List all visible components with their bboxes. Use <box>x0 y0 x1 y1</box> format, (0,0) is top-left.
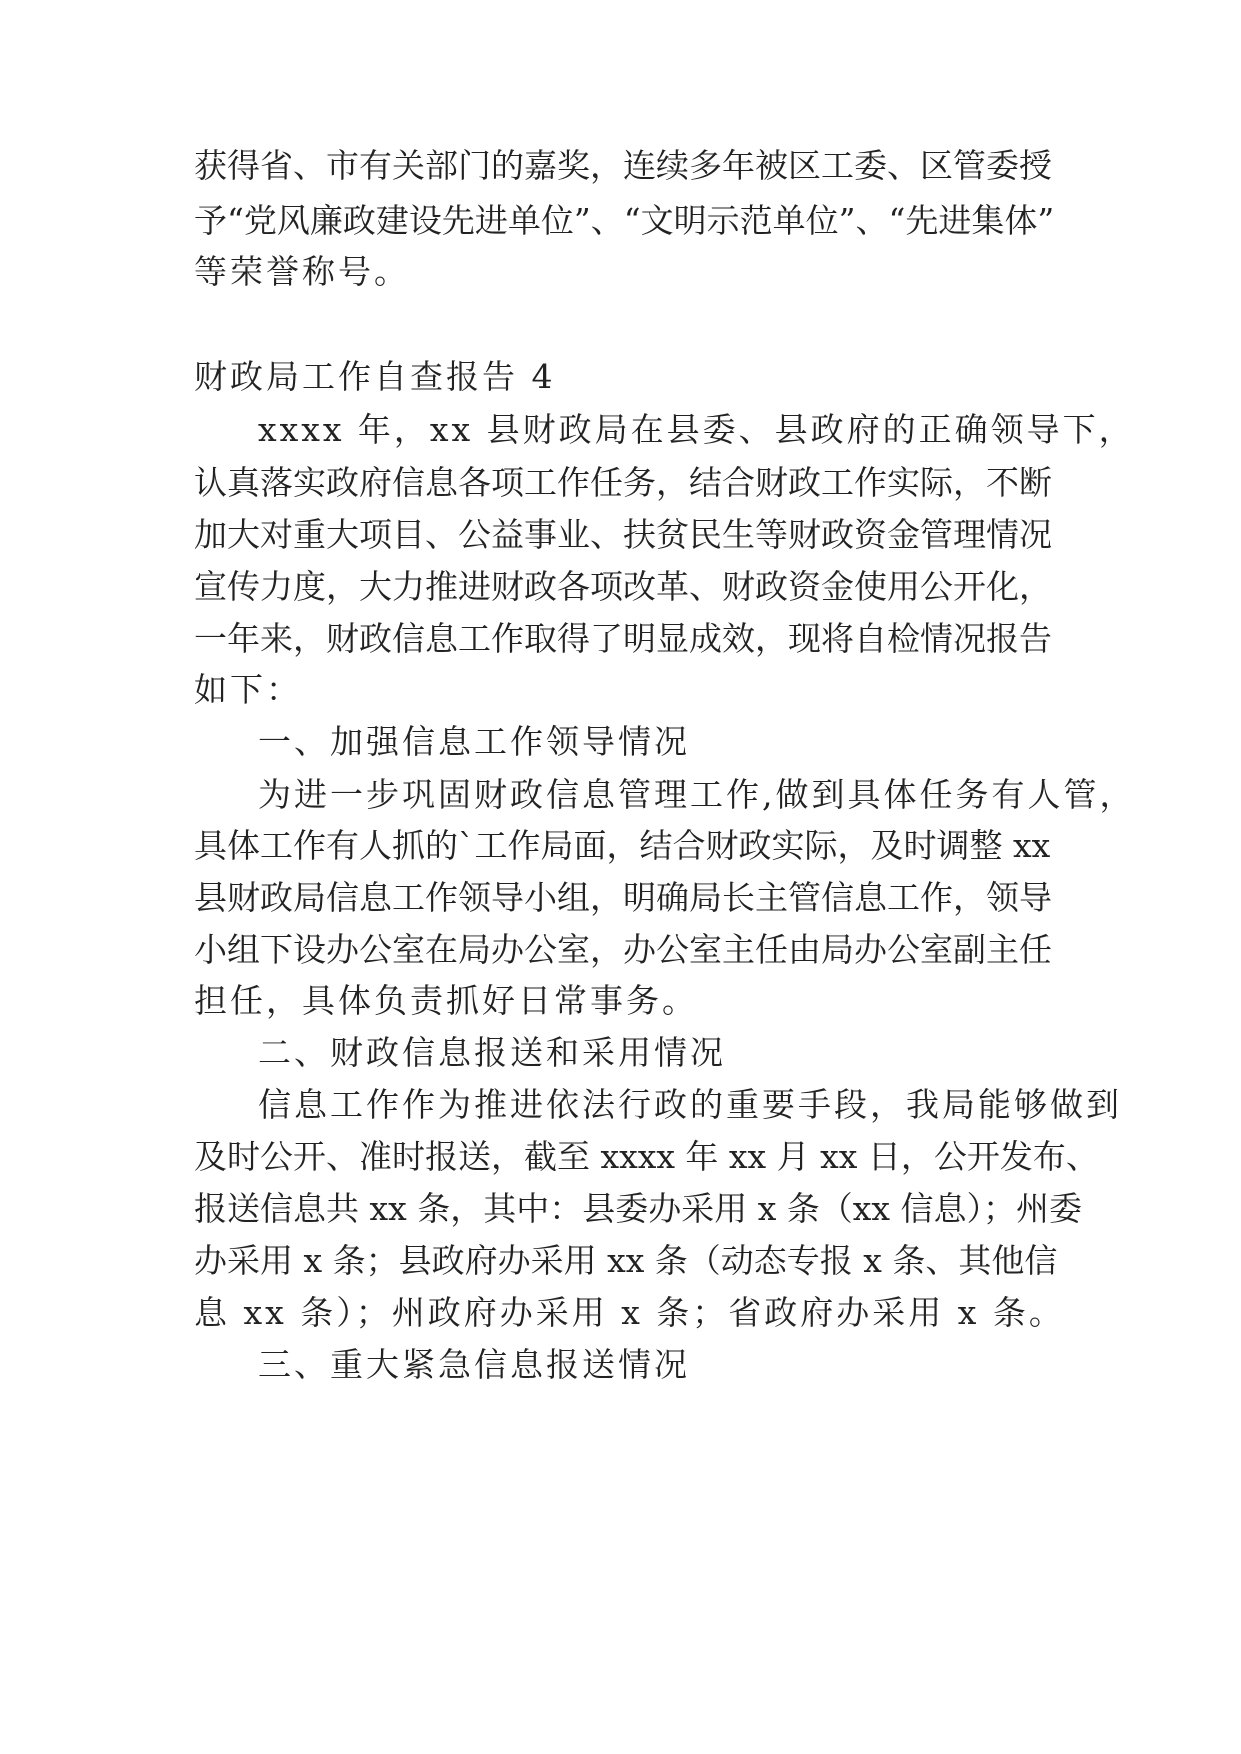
text-line: 如下： <box>194 670 302 709</box>
text-line: 等荣誉称号。 <box>194 252 410 291</box>
text-line: 担任，具体负责抓好日常事务。 <box>194 981 698 1020</box>
text-line: 报送信息共 xx 条，其中：县委办采用 x 条（xx 信息）；州委 <box>194 1189 1083 1228</box>
text-line: 办采用 x 条；县政府办采用 xx 条（动态专报 x 条、其他信 <box>194 1241 1058 1280</box>
text-line: 及时公开、准时报送，截至 xxxx 年 xx 月 xx 日，公开发布、 <box>194 1137 1099 1176</box>
text-line: 信息工作作为推进依法行政的重要手段，我局能够做到 <box>258 1085 1122 1124</box>
section-title: 二、财政信息报送和采用情况 <box>258 1033 726 1072</box>
section-title: 一、加强信息工作领导情况 <box>258 722 690 761</box>
text-line: 县财政局信息工作领导小组，明确局长主管信息工作，领导 <box>194 878 1052 917</box>
text-line: 小组下设办公室在局办公室，办公室主任由局办公室副主任 <box>194 930 1052 969</box>
text-line: 宣传力度，大力推进财政各项改革、财政资金使用公开化， <box>194 567 1052 606</box>
text-line: 一年来，财政信息工作取得了明显成效，现将自检情况报告 <box>194 619 1052 658</box>
report-heading: 财政局工作自查报告 4 <box>194 357 556 396</box>
text-line: 予“党风廉政建设先进单位”、“文明示范单位”、“先进集体” <box>194 201 1055 240</box>
text-line: 加大对重大项目、公益事业、扶贫民生等财政资金管理情况 <box>194 515 1052 554</box>
text-line: 为进一步巩固财政信息管理工作,做到具体任务有人管， <box>258 775 1136 814</box>
text-line: 息 xx 条）；州政府办采用 x 条；省政府办采用 x 条。 <box>194 1293 1065 1332</box>
section-title: 三、重大紧急信息报送情况 <box>258 1345 690 1384</box>
text-line: 具体工作有人抓的`工作局面，结合财政实际，及时调整 xx <box>194 826 1051 865</box>
text-line: 获得省、市有关部门的嘉奖，连续多年被区工委、区管委授 <box>194 146 1052 185</box>
text-line: 认真落实政府信息各项工作任务，结合财政工作实际，不断 <box>194 463 1052 502</box>
text-line: xxxx 年，xx 县财政局在县委、县政府的正确领导下， <box>258 410 1135 449</box>
